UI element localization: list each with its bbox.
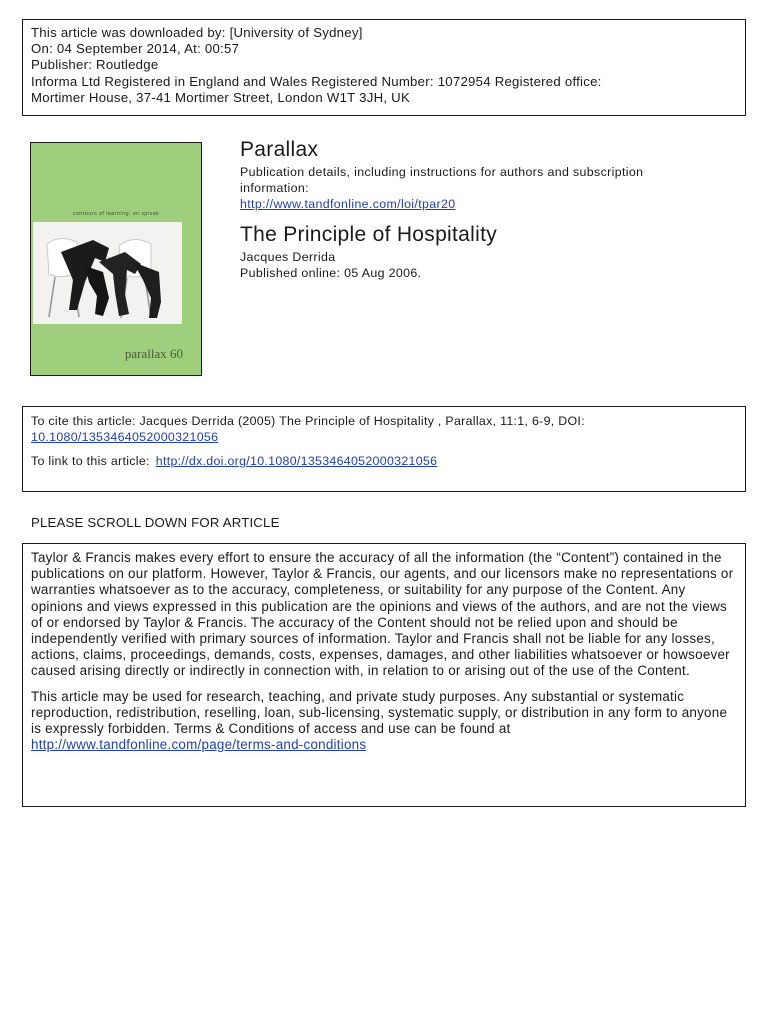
journal-cover-image	[30, 142, 202, 376]
publication-details-text: Publication details, including instructions for authors and subscription information:	[240, 165, 644, 195]
scroll-notice: PLEASE SCROLL DOWN FOR ARTICLE	[31, 515, 280, 530]
downloaded-by-text: This article was downloaded by: [University of Sydney]	[31, 25, 363, 40]
office-address-text: Mortimer House, 37-41 Mortimer Street, London W1T 3JH, UK	[31, 89, 410, 105]
article-doi-url-link[interactable]: http://dx.doi.org/10.1080/1353464052000321056	[155, 454, 438, 468]
link-line	[31, 454, 737, 470]
usage-text: This article may be used for research, teaching, and private study purposes. Any substantial or systematic reproduction, redistribution, reselling, loan, sub-licensing, systematic supply, or distribution in any form to anyone is expressly forbidden. Terms & Conditions of access and use can be found at	[31, 688, 728, 737]
publisher-text: Publisher: Routledge	[31, 57, 159, 73]
article-title: The Principle of Hospitality	[240, 223, 498, 246]
cite-text: To cite this article: Jacques Derrida (2005) The Principle of Hospitality , Parallax, 11:1, 6-9, DOI:	[31, 414, 585, 428]
download-date-text: On: 04 September 2014, At: 00:57	[31, 41, 240, 57]
disclaimer-box	[22, 543, 746, 807]
doi-link[interactable]: 10.1080/1353464052000321056	[31, 429, 219, 444]
article-author: Jacques Derrida	[240, 250, 336, 264]
cover-issue-label: parallax 60	[124, 346, 183, 361]
chairs-figures-illustration	[33, 222, 182, 324]
cover-tagline: contours of learning: on spivak	[72, 211, 160, 217]
terms-conditions-link[interactable]: http://www.tandfonline.com/page/terms-and-conditions	[31, 737, 367, 753]
link-label: To link to this article:	[31, 454, 150, 468]
download-info-box	[22, 19, 746, 116]
journal-title: Parallax	[240, 138, 319, 161]
journal-url-link[interactable]: http://www.tandfonline.com/loi/tpar20	[240, 197, 456, 211]
published-date-text: Published online: 05 Aug 2006.	[240, 266, 422, 280]
cover-photo	[33, 222, 182, 324]
registration-text: Informa Ltd Registered in England and Wales Registered Number: 1072954 Registered office:	[31, 73, 602, 89]
citation-box	[22, 406, 746, 492]
usage-paragraph	[31, 689, 737, 754]
disclaimer-paragraph: Taylor & Francis makes every effort to ensure the accuracy of all the information (the “Content”) contained in the publications on our platform. However, Taylor & Francis, our agents, and our licensors make no representations or warranties whatsoever as to the accuracy, completeness, or suitability for any purpose of the Content. Any opinions and views expressed in this publication are the opinions and views of the authors, and are not the views of or endorsed by Taylor & Francis. The accuracy of the Content should not be relied upon and should be independently verified with primary sources of information. Taylor and Francis shall not be liable for any losses, actions, claims, proceedings, demands, costs, expenses, damages, and other liabilities whatsoever or howsoever caused arising directly or indirectly in connection with, in relation to or arising out of the use of the Content.	[31, 550, 734, 679]
